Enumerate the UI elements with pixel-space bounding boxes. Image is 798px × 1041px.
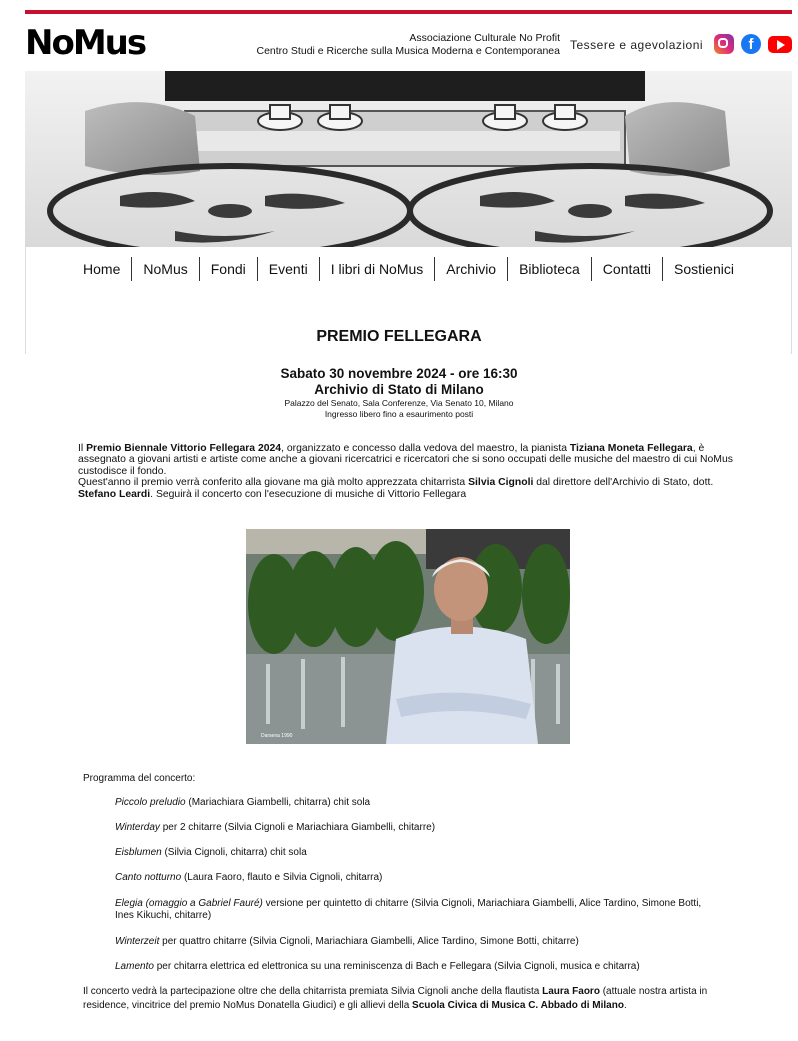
fellegara-photo	[246, 529, 570, 744]
intro-paragraph-2	[78, 477, 738, 500]
piece-details: versione per quintetto di chitarre (Silvia Cignoli, Mariachiara Giambelli, Alice Tardino, Simone Botti, Ines Kikuchi, chitarre)	[115, 898, 702, 921]
piece-title: Winterzeit	[115, 936, 160, 947]
closing-text-run: .	[623, 1000, 627, 1011]
winner-name: Silvia Cignoli	[468, 477, 534, 489]
association-line-1: Associazione Culturale No Profit	[409, 32, 560, 44]
closing-text-run: (attuale nostra artista in residence, vincitrice del premio NoMus Donatella Giudici) e gli allievi della	[83, 986, 708, 1011]
closing-text-run: Il concerto vedrà la partecipazione oltre che della chitarrista premiata Silvia Cignoli anche della flautista	[83, 986, 543, 997]
nav-item-libri[interactable]: I libri di NoMus	[319, 257, 435, 281]
piece-details: (Laura Faoro, flauto e Silvia Cignoli, chitarra)	[181, 872, 383, 883]
nav-list	[25, 257, 792, 281]
photo-caption: Darsena 1990	[261, 733, 293, 739]
program-item	[115, 847, 715, 859]
event-place: Archivio di Stato di Milano	[314, 382, 484, 397]
intro-text-run: Quest'anno il premio verrà conferito alla giovane ma già molto apprezzata chitarrista	[78, 477, 469, 489]
school-name: Scuola Civica di Musica C. Abbado di Milano	[412, 1000, 624, 1011]
association-line-2: Centro Studi e Ricerche sulla Musica Moderna e Contemporanea	[256, 45, 560, 57]
portrait-illustration	[246, 529, 570, 744]
intro-paragraph-1	[78, 443, 738, 477]
program-item	[115, 936, 715, 948]
nav-item-eventi[interactable]: Eventi	[257, 257, 319, 281]
program-item	[115, 898, 715, 922]
nav-item-home[interactable]: Home	[83, 261, 121, 277]
program-item	[115, 797, 715, 809]
piece-details: per chitarra elettrica ed elettronica su una reminiscenza di Bach e Fellegara (Silvia Cignoli, musica e chitarra)	[153, 961, 640, 972]
nav-item-contatti[interactable]: Contatti	[591, 257, 662, 281]
tape-recorder-illustration	[25, 71, 792, 247]
program-item	[115, 961, 715, 973]
nav-item-biblioteca[interactable]: Biblioteca	[507, 257, 591, 281]
nav-item-archivio[interactable]: Archivio	[434, 257, 507, 281]
event-address: Palazzo del Senato, Sala Conferenze, Via Senato 10, Milano	[284, 398, 514, 408]
event-entry-note: Ingresso libero fino a esaurimento posti	[324, 409, 474, 419]
piece-title: Lamento	[115, 961, 154, 972]
piece-title: Eisblumen	[115, 847, 162, 858]
intro-text-run: . Seguirà il concerto con l'esecuzione di musiche di Vittorio Fellegara	[150, 488, 467, 500]
facebook-icon[interactable]: f	[741, 34, 761, 54]
hero-banner-image	[25, 71, 792, 247]
piece-title: Elegia (omaggio a Gabriel Fauré)	[115, 898, 263, 909]
page-title: PREMIO FELLEGARA	[316, 328, 482, 345]
program-item	[115, 822, 715, 834]
intro-text	[78, 443, 738, 500]
event-date: Sabato 30 novembre 2024 - ore 16:30	[280, 366, 518, 381]
nav-item-sostienici[interactable]: Sostienici	[662, 257, 745, 281]
closing-paragraph	[83, 985, 743, 1013]
piece-details: (Mariachiara Giambelli, chitarra) chit sola	[185, 797, 371, 808]
piece-details: per 2 chitarre (Silvia Cignoli e Mariachiara Giambelli, chitarre)	[159, 822, 436, 833]
tessere-link[interactable]: Tessere e agevolazioni	[570, 38, 704, 52]
nav-item-fondi[interactable]: Fondi	[199, 257, 257, 281]
association-tagline	[257, 32, 561, 58]
program-label: Programma del concerto:	[83, 773, 196, 784]
piece-title: Piccolo preludio	[115, 797, 186, 808]
piece-details: per quattro chitarre (Silvia Cignoli, Mariachiara Giambelli, Alice Tardino, Simone Botti, chitarre)	[159, 936, 579, 947]
intro-text-run: , organizzato e concesso dalla vedova del maestro, la pianista	[281, 443, 570, 454]
youtube-icon[interactable]	[768, 36, 792, 53]
site-header	[25, 14, 792, 71]
intro-text-run: dal direttore dell'Archivio di Stato, dott.	[533, 477, 714, 489]
program-item	[115, 872, 715, 884]
pianist-name: Tiziana Moneta Fellegara	[569, 443, 693, 454]
piece-details: (Silvia Cignoli, chitarra) chit sola	[161, 847, 307, 858]
director-name: Stefano Leardi	[78, 488, 151, 500]
piece-title: Winterday	[115, 822, 160, 833]
intro-text-run: Il	[78, 443, 87, 454]
prize-name: Premio Biennale Vittorio Fellegara 2024	[86, 443, 282, 454]
nomus-logo[interactable]: NoMus	[25, 23, 146, 63]
instagram-icon[interactable]	[714, 34, 734, 54]
nav-item-nomus[interactable]: NoMus	[131, 257, 198, 281]
intro-text-run: , è assegnato a giovani artisti e artiste come anche a giovani ricercatrici e ricercatori che si sono occupati delle musiche del maestro di cui NoMus custodisce il fondo.	[78, 443, 733, 477]
piece-title: Canto notturno	[115, 872, 182, 883]
flutist-name: Laura Faoro	[542, 986, 600, 997]
